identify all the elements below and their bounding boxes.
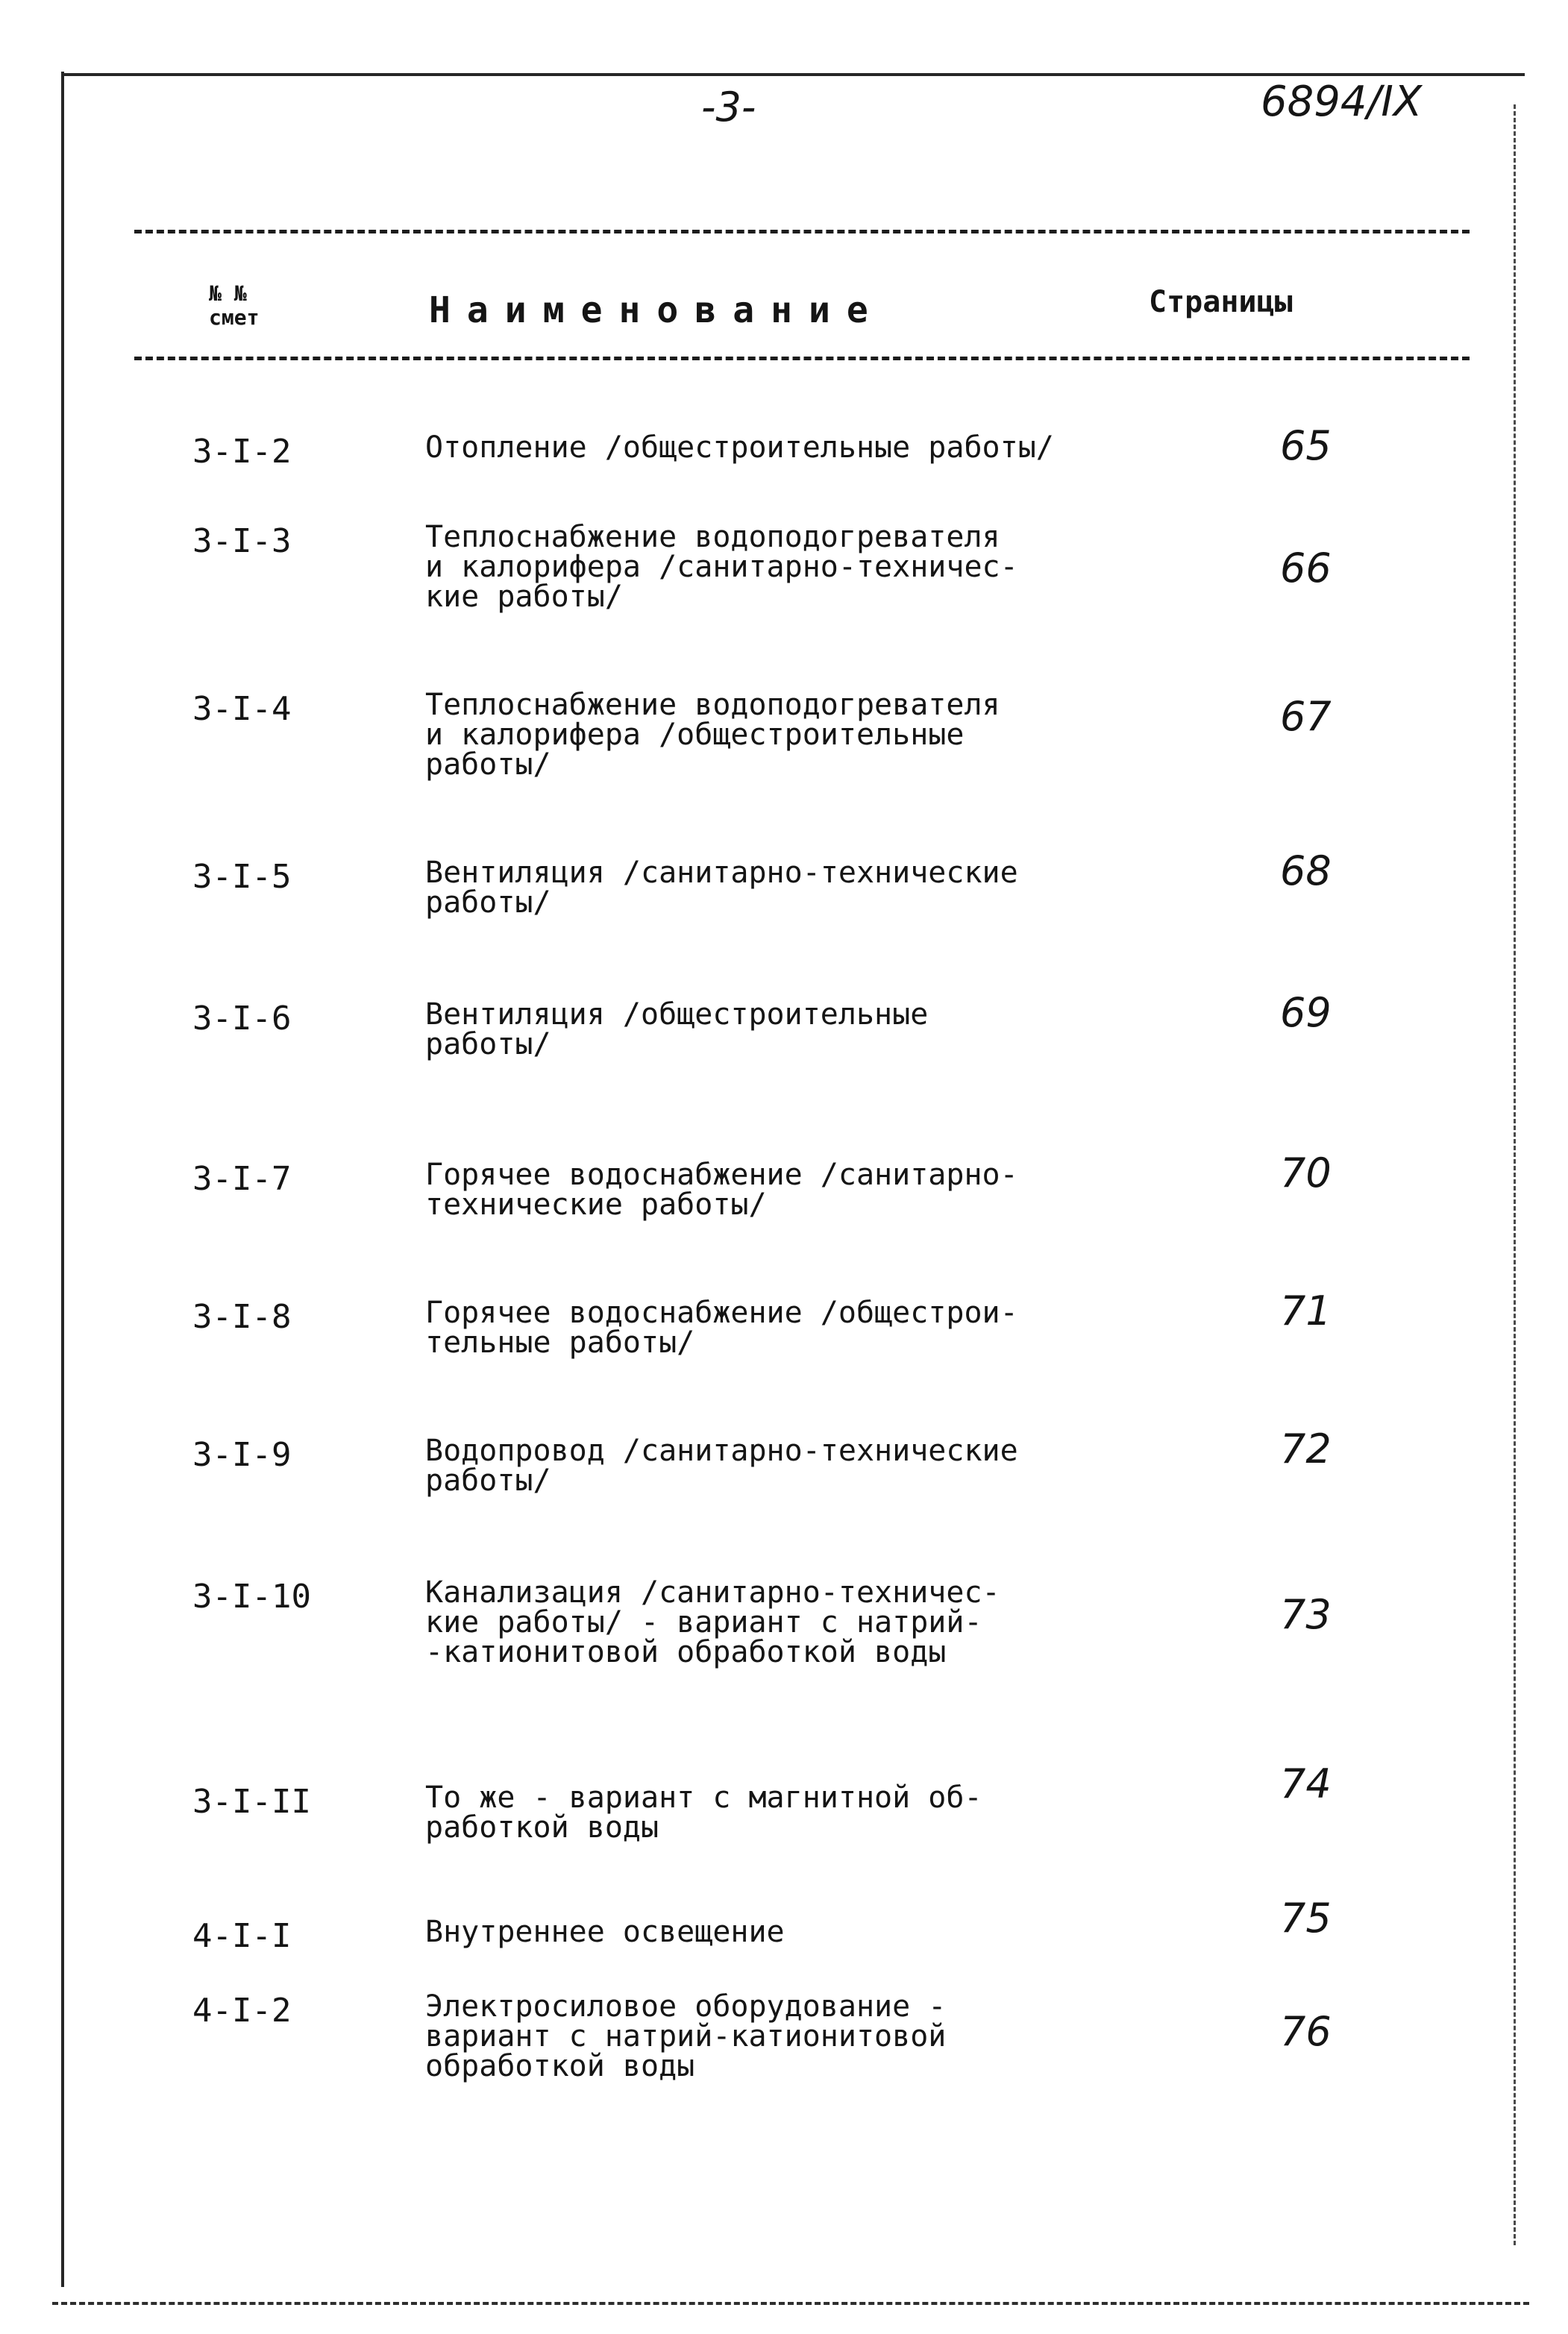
header-bottom-rule (134, 357, 1470, 360)
estimate-code: 3-I-10 (192, 1578, 311, 1616)
column-header-name: Наименование (429, 289, 885, 331)
estimate-code: 3-I-2 (192, 433, 292, 471)
estimate-title: Теплоснабжение водоподогревателя и калорифера /санитарно-техничес- кие работы/ (425, 520, 1018, 614)
page-reference: 75 (1280, 1895, 1332, 1942)
estimate-title: То же - вариант с магнитной об- работкой воды (425, 1781, 982, 1845)
estimate-code: 3-I-8 (192, 1298, 292, 1336)
column-header-number: № № смет (209, 281, 260, 330)
page-reference: 72 (1280, 1425, 1332, 1472)
estimate-title: Вентиляция /санитарно-технические работы/ (425, 856, 1018, 920)
page-reference: 69 (1280, 989, 1332, 1036)
column-header-pages: Страницы (1149, 285, 1293, 319)
estimate-title: Канализация /санитарно-техничес- кие работы/ - вариант с натрий- -катионитовой обработкой воды (425, 1575, 1000, 1669)
document-code: 6894/IX (1261, 78, 1423, 126)
estimate-title: Вентиляция /общестроительные работы/ (425, 997, 929, 1061)
estimate-code: 3-I-9 (192, 1436, 292, 1474)
page-reference: 66 (1280, 545, 1332, 592)
estimate-title: Отопление /общестроительные работы/ (425, 430, 1054, 465)
frame-top-border (63, 73, 1525, 76)
page-reference: 70 (1280, 1149, 1332, 1196)
estimate-code: 3-I-6 (192, 1000, 292, 1038)
estimate-title: Электросиловое оборудование - вариант с натрий-катионитовой обработкой воды (425, 1989, 947, 2083)
estimate-code: 4-I-2 (192, 1992, 292, 2030)
page-reference: 74 (1280, 1760, 1332, 1807)
page-reference: 67 (1280, 693, 1332, 740)
frame-right-border (1514, 104, 1516, 2245)
estimate-title: Внутреннее освещение (425, 1915, 785, 1949)
page-reference: 65 (1280, 422, 1332, 469)
estimate-code: 3-I-3 (192, 522, 292, 560)
page-reference: 71 (1280, 1287, 1332, 1334)
estimate-code: 3-I-5 (192, 858, 292, 896)
estimate-code: 3-I-4 (192, 690, 292, 728)
estimate-code: 3-I-7 (192, 1160, 292, 1198)
estimate-title: Горячее водоснабжение /санитарно- технические работы/ (425, 1158, 1018, 1222)
page-reference: 73 (1280, 1591, 1332, 1638)
estimate-title: Водопровод /санитарно-технические работы/ (425, 1434, 1018, 1498)
estimate-code: 3-I-II (192, 1783, 311, 1821)
page-number: -3- (701, 84, 756, 131)
page-reference: 68 (1280, 847, 1332, 894)
estimate-title: Горячее водоснабжение /общестрои- тельные работы/ (425, 1296, 1018, 1360)
page-reference: 76 (1280, 2008, 1332, 2055)
estimate-title: Теплоснабжение водоподогревателя и калорифера /общестроительные работы/ (425, 688, 1000, 782)
frame-bottom-border (52, 2302, 1529, 2305)
frame-left-border (61, 72, 64, 2287)
estimate-code: 4-I-I (192, 1917, 292, 1955)
header-top-rule (134, 230, 1470, 233)
